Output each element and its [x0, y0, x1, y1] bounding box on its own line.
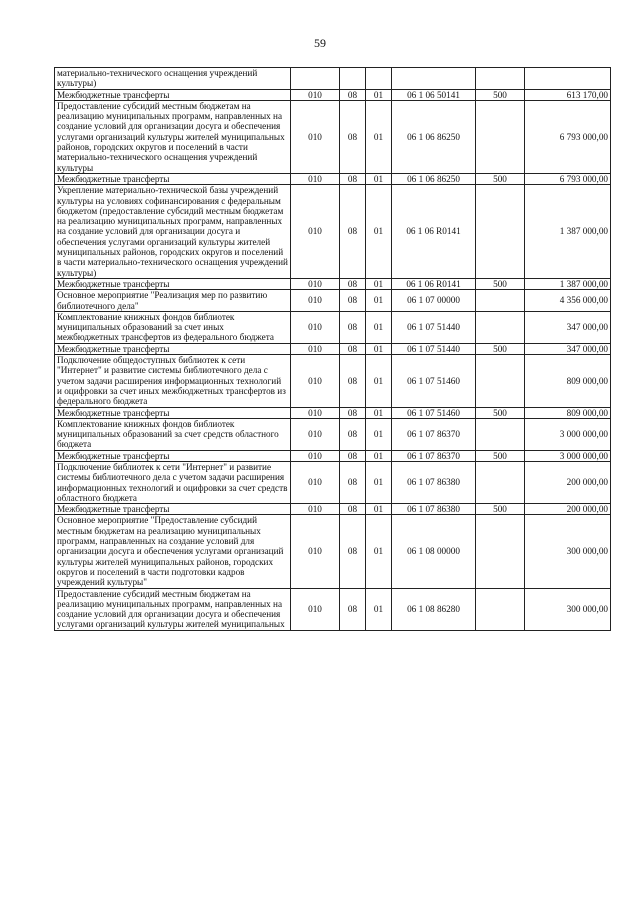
- page-number: 59: [314, 36, 326, 50]
- subsection-code-cell: 01: [366, 407, 392, 418]
- section-code-cell: 08: [340, 343, 366, 354]
- amount-cell: 809 000,00: [525, 407, 611, 418]
- section-code-cell: 08: [340, 278, 366, 289]
- admin-code-cell: 010: [291, 89, 340, 100]
- name-cell: Предоставление субсидий местным бюджетам на реализацию муниципальных программ, направленных на создание условий для организации досуга и обеспечения услугами организаций культуры жителей муниципальных: [55, 588, 291, 630]
- amount-cell: 4 356 000,00: [525, 290, 611, 312]
- admin-code-cell: 010: [291, 278, 340, 289]
- section-code-cell: 08: [340, 185, 366, 279]
- target-article-cell: 06 1 07 86370: [392, 450, 476, 461]
- expense-kind-cell: 500: [476, 407, 525, 418]
- name-cell: Комплектование книжных фондов библиотек муниципальных образований за счет иных межбюджетных трансфертов из федерального бюджета: [55, 311, 291, 343]
- expense-kind-cell: [476, 461, 525, 503]
- name-cell: Межбюджетные трансферты: [55, 343, 291, 354]
- section-code-cell: [340, 68, 366, 90]
- subsection-code-cell: 01: [366, 450, 392, 461]
- target-article-cell: 06 1 07 51440: [392, 311, 476, 343]
- table-row: [55, 68, 611, 90]
- amount-cell: 300 000,00: [525, 588, 611, 630]
- subsection-code-cell: [366, 68, 392, 90]
- name-cell: Межбюджетные трансферты: [55, 504, 291, 515]
- expense-kind-cell: 500: [476, 89, 525, 100]
- section-code-cell: 08: [340, 89, 366, 100]
- name-cell: Межбюджетные трансферты: [55, 278, 291, 289]
- amount-cell: 809 000,00: [525, 355, 611, 407]
- expense-kind-cell: 500: [476, 450, 525, 461]
- admin-code-cell: 010: [291, 311, 340, 343]
- admin-code-cell: 010: [291, 588, 340, 630]
- admin-code-cell: 010: [291, 504, 340, 515]
- target-article-cell: 06 1 07 00000: [392, 290, 476, 312]
- target-article-cell: 06 1 06 R0141: [392, 185, 476, 279]
- admin-code-cell: 010: [291, 450, 340, 461]
- table-row: [55, 515, 611, 588]
- expense-kind-cell: [476, 355, 525, 407]
- subsection-code-cell: 01: [366, 89, 392, 100]
- section-code-cell: 08: [340, 311, 366, 343]
- amount-cell: 613 170,00: [525, 89, 611, 100]
- subsection-code-cell: 01: [366, 185, 392, 279]
- expense-kind-cell: [476, 68, 525, 90]
- subsection-code-cell: 01: [366, 355, 392, 407]
- expense-kind-cell: 500: [476, 173, 525, 184]
- section-code-cell: 08: [340, 515, 366, 588]
- name-cell: Основное мероприятие "Реализация мер по развитию библиотечного дела": [55, 290, 291, 312]
- expense-kind-cell: 500: [476, 343, 525, 354]
- name-cell: Межбюджетные трансферты: [55, 89, 291, 100]
- section-code-cell: 08: [340, 461, 366, 503]
- expense-kind-cell: 500: [476, 504, 525, 515]
- table-row: [55, 311, 611, 343]
- admin-code-cell: 010: [291, 407, 340, 418]
- name-cell: Комплектование книжных фондов библиотек муниципальных образований за счет средств областного бюджета: [55, 418, 291, 450]
- name-cell: Основное мероприятие "Предоставление субсидий местным бюджетам на реализацию муниципальных программ, направленных на создание условий для организации досуга и обеспечения услугами организаций культуры жителей муниципальных районов, городских округов и поселений в части подготовки кадров учреждений культуры": [55, 515, 291, 588]
- section-code-cell: 08: [340, 100, 366, 173]
- admin-code-cell: 010: [291, 173, 340, 184]
- name-cell: Подключение общедоступных библиотек к сети "Интернет" и развитие системы библиотечного дела с учетом задачи расширения информационных технологий и оцифровки за счет иных межбюджетных трансфертов из федерального бюджета: [55, 355, 291, 407]
- expense-kind-cell: [476, 311, 525, 343]
- admin-code-cell: 010: [291, 100, 340, 173]
- amount-cell: 1 387 000,00: [525, 278, 611, 289]
- table-row: [55, 100, 611, 173]
- section-code-cell: 08: [340, 173, 366, 184]
- target-article-cell: 06 1 07 86370: [392, 418, 476, 450]
- table-row: [55, 173, 611, 184]
- expense-kind-cell: [476, 100, 525, 173]
- table-row: [55, 89, 611, 100]
- target-article-cell: 06 1 07 51440: [392, 343, 476, 354]
- budget-table: [54, 67, 611, 631]
- table-row: [55, 504, 611, 515]
- budget-table-body: [55, 68, 611, 631]
- target-article-cell: 06 1 07 51460: [392, 407, 476, 418]
- target-article-cell: 06 1 07 51460: [392, 355, 476, 407]
- amount-cell: [525, 68, 611, 90]
- table-row: [55, 343, 611, 354]
- amount-cell: 200 000,00: [525, 504, 611, 515]
- amount-cell: 6 793 000,00: [525, 100, 611, 173]
- target-article-cell: [392, 68, 476, 90]
- amount-cell: 1 387 000,00: [525, 185, 611, 279]
- subsection-code-cell: 01: [366, 461, 392, 503]
- target-article-cell: 06 1 07 86380: [392, 461, 476, 503]
- expense-kind-cell: [476, 418, 525, 450]
- target-article-cell: 06 1 06 86250: [392, 173, 476, 184]
- section-code-cell: 08: [340, 450, 366, 461]
- name-cell: Межбюджетные трансферты: [55, 407, 291, 418]
- section-code-cell: 08: [340, 290, 366, 312]
- table-row: [55, 588, 611, 630]
- table-row: [55, 407, 611, 418]
- amount-cell: 300 000,00: [525, 515, 611, 588]
- admin-code-cell: 010: [291, 461, 340, 503]
- expense-kind-cell: [476, 290, 525, 312]
- section-code-cell: 08: [340, 418, 366, 450]
- admin-code-cell: 010: [291, 185, 340, 279]
- subsection-code-cell: 01: [366, 504, 392, 515]
- amount-cell: 3 000 000,00: [525, 450, 611, 461]
- admin-code-cell: 010: [291, 343, 340, 354]
- amount-cell: 347 000,00: [525, 311, 611, 343]
- section-code-cell: 08: [340, 407, 366, 418]
- section-code-cell: 08: [340, 355, 366, 407]
- expense-kind-cell: [476, 515, 525, 588]
- table-row: [55, 418, 611, 450]
- subsection-code-cell: 01: [366, 278, 392, 289]
- target-article-cell: 06 1 08 86280: [392, 588, 476, 630]
- table-row: [55, 185, 611, 279]
- expense-kind-cell: 500: [476, 278, 525, 289]
- name-cell: Межбюджетные трансферты: [55, 450, 291, 461]
- table-row: [55, 355, 611, 407]
- name-cell: Межбюджетные трансферты: [55, 173, 291, 184]
- subsection-code-cell: 01: [366, 343, 392, 354]
- amount-cell: 200 000,00: [525, 461, 611, 503]
- subsection-code-cell: 01: [366, 173, 392, 184]
- subsection-code-cell: 01: [366, 418, 392, 450]
- target-article-cell: 06 1 08 00000: [392, 515, 476, 588]
- admin-code-cell: [291, 68, 340, 90]
- table-row: [55, 461, 611, 503]
- expense-kind-cell: [476, 588, 525, 630]
- admin-code-cell: 010: [291, 515, 340, 588]
- admin-code-cell: 010: [291, 355, 340, 407]
- subsection-code-cell: 01: [366, 100, 392, 173]
- amount-cell: 3 000 000,00: [525, 418, 611, 450]
- amount-cell: 6 793 000,00: [525, 173, 611, 184]
- admin-code-cell: 010: [291, 418, 340, 450]
- subsection-code-cell: 01: [366, 311, 392, 343]
- table-row: [55, 450, 611, 461]
- table-row: [55, 278, 611, 289]
- section-code-cell: 08: [340, 504, 366, 515]
- target-article-cell: 06 1 06 R0141: [392, 278, 476, 289]
- subsection-code-cell: 01: [366, 290, 392, 312]
- table-row: [55, 290, 611, 312]
- admin-code-cell: 010: [291, 290, 340, 312]
- subsection-code-cell: 01: [366, 588, 392, 630]
- target-article-cell: 06 1 06 50141: [392, 89, 476, 100]
- target-article-cell: 06 1 06 86250: [392, 100, 476, 173]
- section-code-cell: 08: [340, 588, 366, 630]
- amount-cell: 347 000,00: [525, 343, 611, 354]
- target-article-cell: 06 1 07 86380: [392, 504, 476, 515]
- name-cell: материально-технического оснащения учреждений культуры): [55, 68, 291, 90]
- subsection-code-cell: 01: [366, 515, 392, 588]
- name-cell: Предоставление субсидий местным бюджетам на реализацию муниципальных программ, направленных на создание условий для организации досуга и обеспечения услугами организаций культуры жителей муниципальных районов, городских округов и поселений в части материально-технического оснащения учреждений культуры: [55, 100, 291, 173]
- expense-kind-cell: [476, 185, 525, 279]
- name-cell: Укрепление материально-технической базы учреждений культуры на условиях софинансирования с федеральным бюджетом (предоставление субсидий местным бюджетам на реализацию муниципальных программ, направленных на создание условий для организации досуга и обеспечения услугами организаций культуры жителей муниципальных районов, городских округов и поселений в части материально-технического оснащения учреждений культуры): [55, 185, 291, 279]
- name-cell: Подключение библиотек к сети "Интернет" и развитие системы библиотечного дела с учетом задачи расширения информационных технологий и оцифровки за счет средств областного бюджета: [55, 461, 291, 503]
